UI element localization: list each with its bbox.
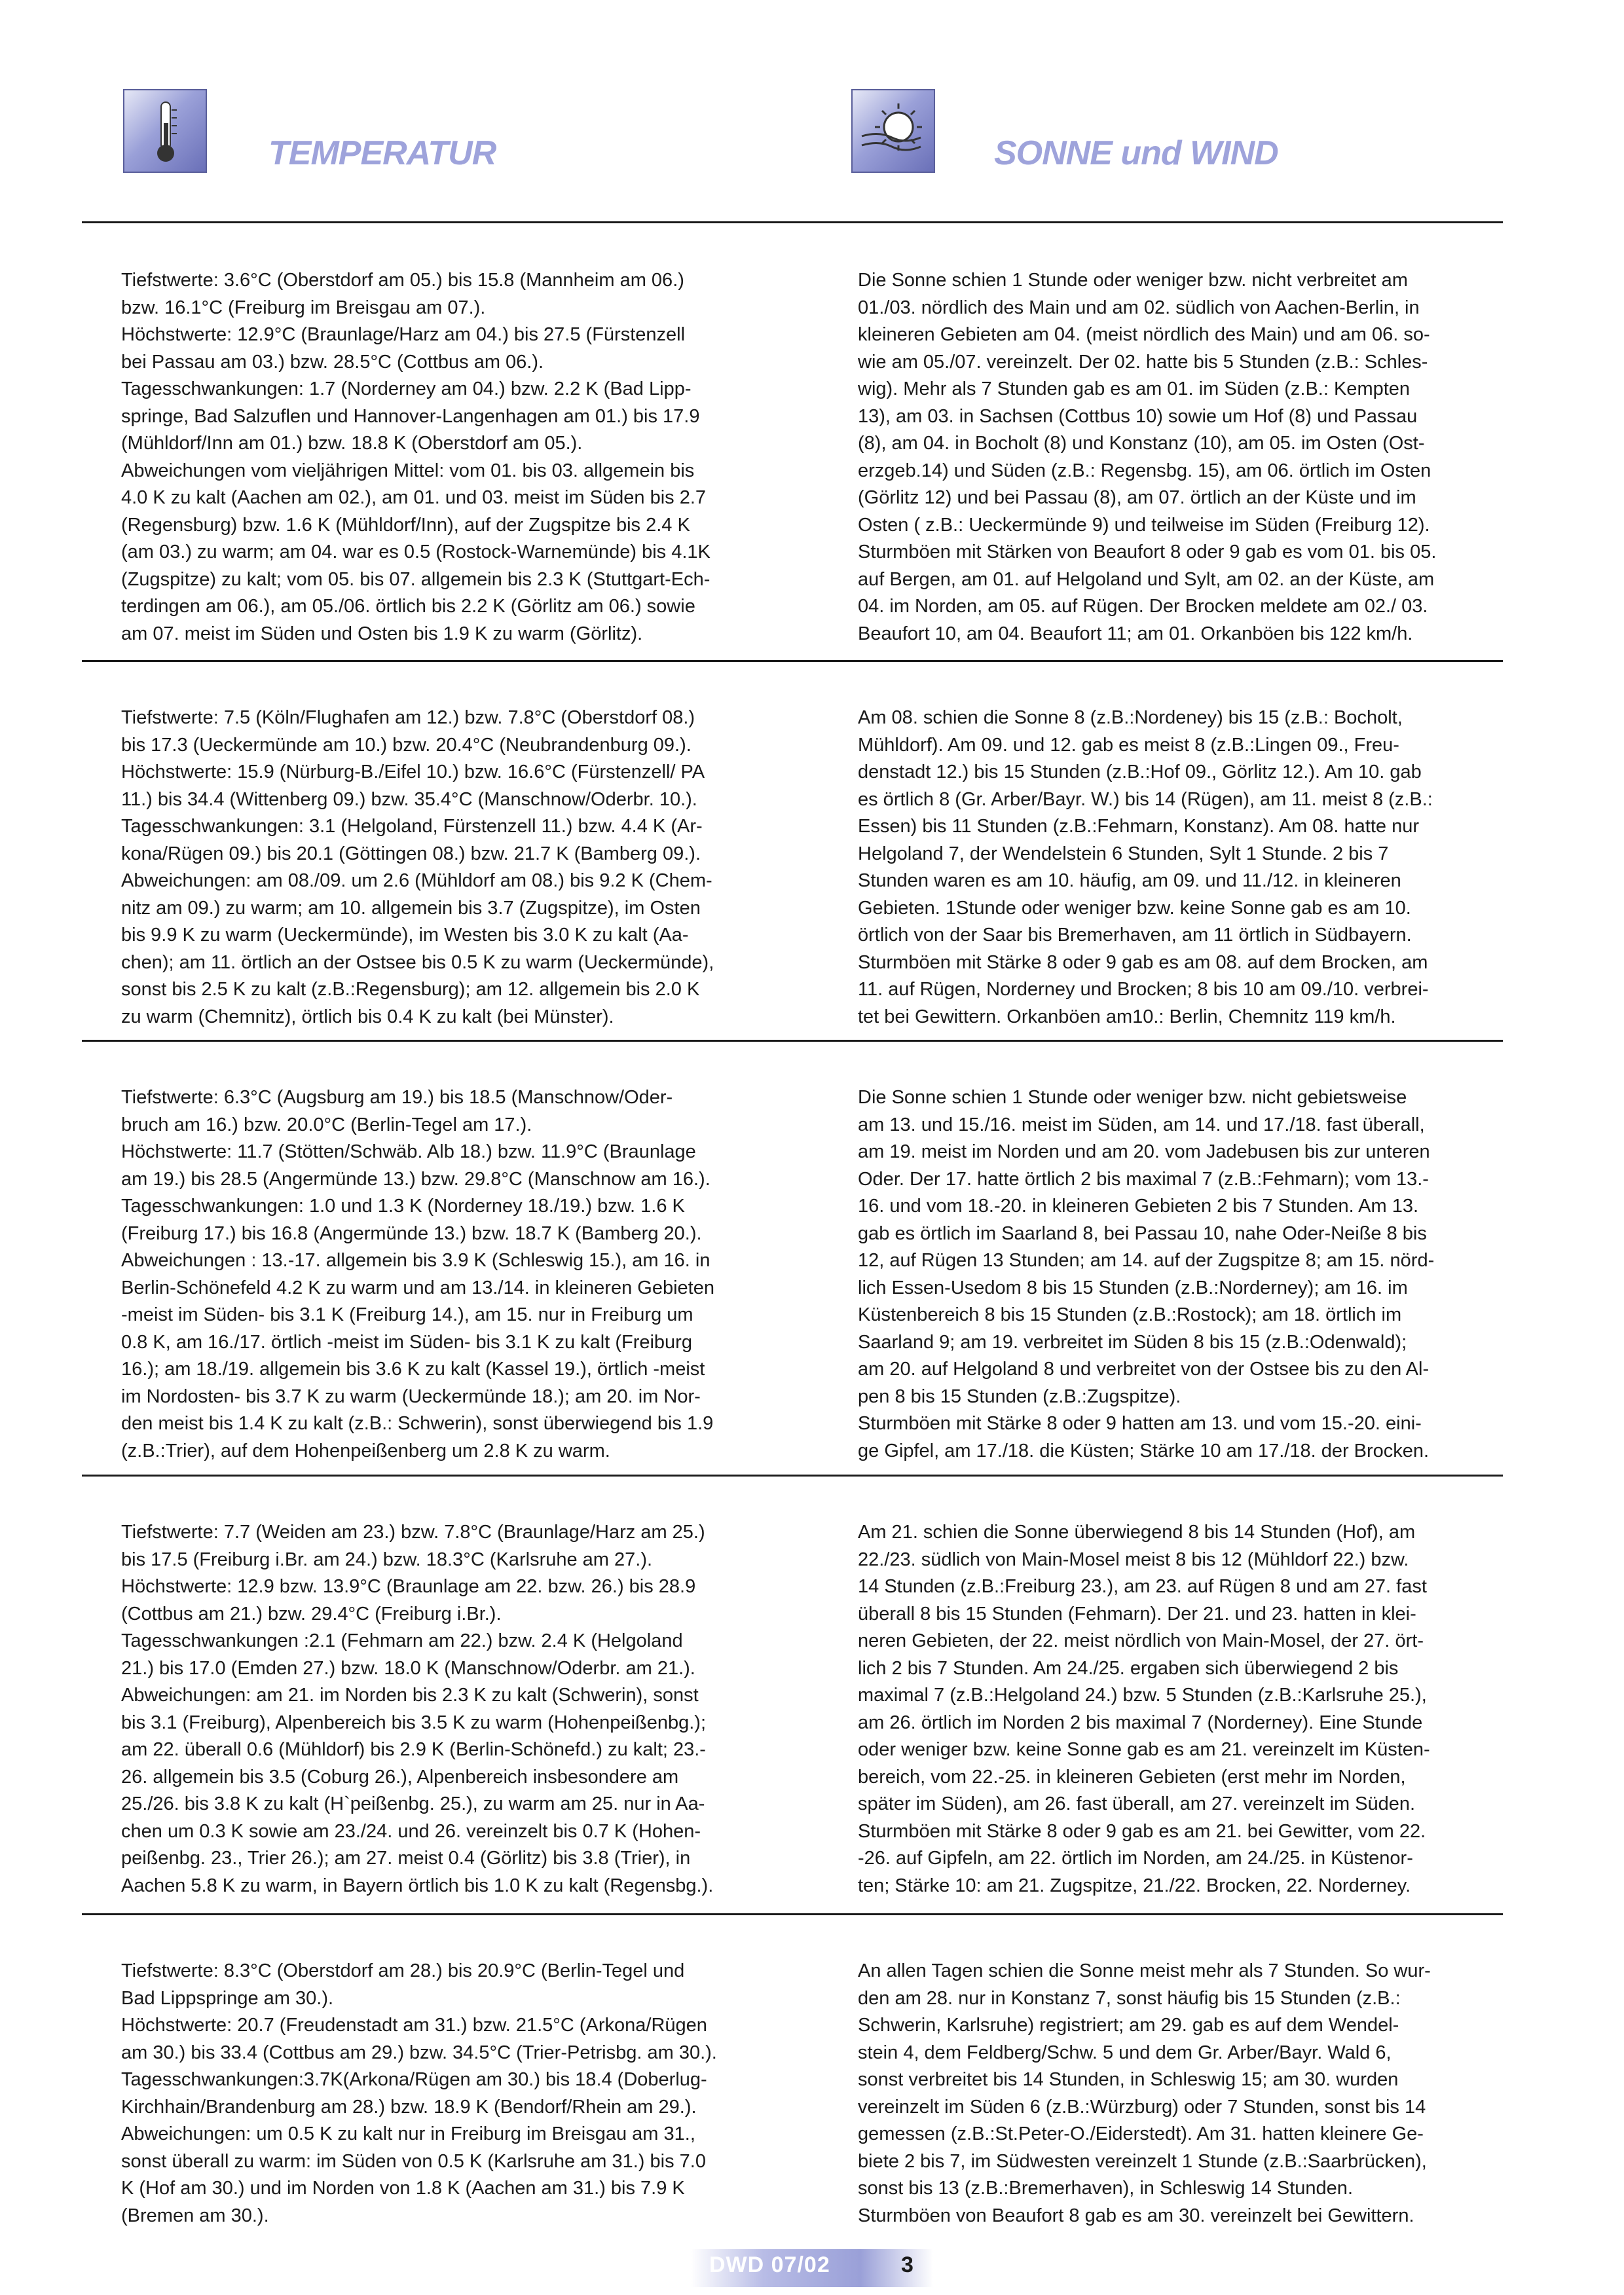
sonne-wind-text-4: Am 21. schien die Sonne überwiegend 8 bis 14 Stunden (Hof), am 22./23. südlich von Main-Mosel meist 8 bis 12 (Mühldorf 22.) bzw. 14 Stunden (z.B.:Freiburg 23.), am 23. auf Rügen 8 und am 27. fast überall 8 bis 15 Stunden (Fehmarn). Der 21. und 23. hatten in klei- neren Gebieten, der 22. meist nördlich von Main-Mosel, der 27. ört- lich 2 bis 7 Stunden. Am 24./25. ergaben sich überwiegend 2 bis maximal 7 (z.B.:Helgoland 24.) bzw. 5 Stunden (z.B.:Karlsruhe 25.), am 26. örtlich im Norden 2 bis maximal 7 (Norderney). Eine Stunde oder weniger bzw. keine Sonne gab es am 21. vereinzelt im Küsten- bereich, vom 22.-25. in kleineren Gebieten (erst mehr im Norden, später im Süden), am 26. fast überall, am 27. vereinzelt im Süden. Sturmböen mit Stärke 8 oder 9 gab es am 21. bei Gewitter, vom 22. -26. auf Gipfeln, am 22. örtlich im Norden, am 24./25. in Küstenor- ten; Stärke 10: am 21. Zugspitze, 21./22. Brocken, 22. Norderney. bbox=[858, 1522, 1430, 1896]
divider bbox=[82, 221, 1503, 223]
page-number: 3 bbox=[901, 2252, 913, 2277]
temperatur-title: TEMPERATUR bbox=[268, 134, 496, 172]
page-header bbox=[0, 77, 1624, 182]
sonne-wind-title: SONNE und WIND bbox=[994, 134, 1278, 172]
sonne-wind-text-1: Die Sonne schien 1 Stunde oder weniger bzw. nicht verbreitet am 01./03. nördlich des Main und am 02. südlich von Aachen-Berlin, in kleineren Gebieten am 04. (meist nördlich des Main) und am 06. so- wie am 05./07. vereinzelt. Der 02. hatte bis 5 Stunden (z.B.: Schles- wig). Mehr als 7 Stunden gab es am 01. im Süden (z.B.: Kempten 13), am 03. in Sachsen (Cottbus 10) sowie um Hof (8) und Passau (8), am 04. in Bocholt (8) und Konstanz (10), am 05. im Osten (Ost- erzgeb.14) und Süden (z.B.: Regensbg. 15), am 06. örtlich im Osten (Görlitz 12) und bei Passau (8), am 07. örtlich an der Küste und im Osten ( z.B.: Ueckermünde 9) und teilweise im Süden (Freiburg 12). Sturmböen mit Stärken von Beaufort 8 oder 9 gab es vom 01. bis 05. auf Bergen, am 01. auf Helgoland und Sylt, am 02. an der Küste, am 04. im Norden, am 05. auf Rügen. Der Brocken meldete am 02./ 03. Beaufort 10, am 04. Beaufort 11; am 01. Orkanböen bis 122 km/h. bbox=[858, 270, 1437, 644]
divider bbox=[82, 1040, 1503, 1042]
divider bbox=[82, 660, 1503, 662]
temperatur-text-5: Tiefstwerte: 8.3°C (Oberstdorf am 28.) bis 20.9°C (Berlin-Tegel und Bad Lippspringe am 30.). Höchstwerte: 20.7 (Freudenstadt am 31.) bzw. 21.5°C (Arkona/Rügen am 30.) bis 33.4 (Cottbus am 29.) bzw. 34.5°C (Trier-Petrisbg. am 30.). Tagesschwankungen:3.7K(Arkona/Rügen am 30.) bis 18.4 (Doberlug- Kirchhain/Brandenburg am 28.) bzw. 18.9 K (Bendorf/Rhein am 29.). Abweichungen: um 0.5 K zu kalt nur in Freiburg im Breisgau am 31., sonst überall zu warm: im Süden von 0.5 K (Karlsruhe am 31.) bis 7.0 K (Hof am 30.) und im Norden von 1.8 K (Aachen am 31.) bis 7.9 K (Bremen am 30.). bbox=[121, 1960, 717, 2226]
sonne-wind-text-2: Am 08. schien die Sonne 8 (z.B.:Nordeney) bis 15 (z.B.: Bocholt, Mühldorf). Am 09. und 12. gab es meist 8 (z.B.:Lingen 09., Freu- denstadt 12.) bis 15 Stunden (z.B.:Hof 09., Görlitz 12.). Am 10. gab es örtlich 8 (Gr. Arber/Bayr. W.) bis 14 (Rügen), am 11. meist 8 (z.B.: Essen) bis 11 Stunden (z.B.:Fehmarn, Konstanz). Am 08. hatte nur Helgoland 7, der Wendelstein 6 Stunden, Sylt 1 Stunde. 2 bis 7 Stunden waren es am 10. häufig, am 09. und 11./12. in kleineren Gebieten. 1Stunde oder weniger bzw. keine Sonne gab es am 10. örtlich von der Saar bis Bremerhaven, am 11 örtlich in Südbayern. Sturmböen mit Stärke 8 oder 9 gab es am 08. auf dem Brocken, am 11. auf Rügen, Norderney und Brocken; 8 bis 10 am 09./10. verbrei- tet bei Gewittern. Orkanböen am10.: Berlin, Chemnitz 119 km/h. bbox=[858, 707, 1433, 1027]
sun-wind-icon bbox=[851, 89, 935, 173]
temperatur-text-3: Tiefstwerte: 6.3°C (Augsburg am 19.) bis 18.5 (Manschnow/Oder- bruch am 16.) bzw. 20.0°C (Berlin-Tegel am 17.). Höchstwerte: 11.7 (Stötten/Schwäb. Alb 18.) bzw. 11.9°C (Braunlage am 19.) bis 28.5 (Angermünde 13.) bzw. 29.8°C (Manschnow am 16.). Tagesschwankungen: 1.0 und 1.3 K (Norderney 18./19.) bzw. 1.6 K (Freiburg 17.) bis 16.8 (Angermünde 13.) bzw. 18.7 K (Bamberg 20.). Abweichungen : 13.-17. allgemein bis 3.9 K (Schleswig 15.), am 16. in Berlin-Schönefeld 4.2 K zu warm und am 13./14. in kleineren Gebieten -meist im Süden- bis 3.1 K (Freiburg 14.), am 15. nur in Freiburg um 0.8 K, am 16./17. örtlich -meist im Süden- bis 3.1 K zu kalt (Freiburg 16.); am 18./19. allgemein bis 3.6 K zu kalt (Kassel 19.), örtlich -meist im Nordosten- bis 3.7 K zu warm (Ueckermünde 18.); am 20. im Nor- den meist bis 1.4 K zu kalt (z.B.: Schwerin), sonst überwiegend bis 1.9 (z.B.:Trier), auf dem Hohenpeißenberg um 2.8 K zu warm. bbox=[121, 1087, 714, 1461]
temperatur-text-2: Tiefstwerte: 7.5 (Köln/Flughafen am 12.) bzw. 7.8°C (Oberstdorf 08.) bis 17.3 (Ueckermünde am 10.) bzw. 20.4°C (Neubrandenburg 09.). Höchstwerte: 15.9 (Nürburg-B./Eifel 10.) bzw. 16.6°C (Fürstenzell/ PA 11.) bis 34.4 (Wittenberg 09.) bzw. 35.4°C (Manschnow/Oderbr. 10.). Tagesschwankungen: 3.1 (Helgoland, Fürstenzell 11.) bzw. 4.4 K (Ar- kona/Rügen 09.) bis 20.1 (Göttingen 08.) bzw. 21.7 K (Bamberg 09.). Abweichungen: am 08./09. um 2.6 (Mühldorf am 08.) bis 9.2 K (Chem- nitz am 09.) zu warm; am 10. allgemein bis 3.7 (Zugspitze), im Osten bis 9.9 K zu warm (Ueckermünde), im Westen bis 3.0 K zu kalt (Aa- chen); am 11. örtlich an der Ostsee bis 0.5 K zu warm (Ueckermünde), sonst bis 2.5 K zu kalt (z.B.:Regensburg); am 12. allgemein bis 2.0 K zu warm (Chemnitz), örtlich bis 0.4 K zu kalt (bei Münster). bbox=[121, 707, 714, 1027]
sonne-wind-text-5: An allen Tagen schien die Sonne meist mehr als 7 Stunden. So wur- den am 28. nur in Konstanz 7, sonst häufig bis 15 Stunden (z.B.: Schwerin, Karlsruhe) registriert; am 29. gab es auf dem Wendel- stein 4, dem Feldberg/Schw. 5 und dem Gr. Arber/Bayr. Wald 6, sonst verbreitet bis 14 Stunden, in Schleswig 15; am 30. wurden vereinzelt im Süden 6 (z.B.:Würzburg) oder 7 Stunden, sonst bis 14 gemessen (z.B.:St.Peter-O./Eiderstedt). Am 31. hatten kleinere Ge- biete 2 bis 7, im Südwesten vereinzelt 1 Stunde (z.B.:Saarbrücken), sonst bis 13 (z.B.:Bremerhaven), in Schleswig 14 Stunden. Sturmböen von Beaufort 8 gab es am 30. vereinzelt bei Gewittern. bbox=[858, 1960, 1431, 2226]
sonne-wind-text-3: Die Sonne schien 1 Stunde oder weniger bzw. nicht gebietsweise am 13. und 15./16. meist im Süden, am 14. und 17./18. fast überall, am 19. meist im Norden und am 20. vom Jadebusen bis zur unteren Oder. Der 17. hatte örtlich 2 bis maximal 7 (z.B.:Fehmarn); vom 13.- 16. und vom 18.-20. in kleineren Gebieten 2 bis 7 Stunden. Am 13. gab es örtlich im Saarland 8, bei Passau 10, nahe Oder-Neiße 8 bis 12, auf Rügen 13 Stunden; am 14. auf der Zugspitze 8; am 15. nörd- lich Essen-Usedom 8 bis 15 Stunden (z.B.:Norderney); am 16. im Küstenbereich 8 bis 15 Stunden (z.B.:Rostock); am 18. örtlich im Saarland 9; am 19. verbreitet im Süden 8 bis 15 (z.B.:Odenwald); am 20. auf Helgoland 8 und verbreitet von der Ostsee bis zu den Al- pen 8 bis 15 Stunden (z.B.:Zugspitze). Sturmböen mit Stärke 8 oder 9 hatten am 13. und vom 15.-20. eini- ge Gipfel, am 17./18. die Küsten; Stärke 10 am 17./18. der Brocken. bbox=[858, 1087, 1435, 1461]
footer-label: DWD 07/02 bbox=[709, 2252, 830, 2277]
thermometer-icon bbox=[123, 89, 207, 173]
divider bbox=[82, 1475, 1503, 1477]
temperatur-text-1: Tiefstwerte: 3.6°C (Oberstdorf am 05.) bis 15.8 (Mannheim am 06.) bzw. 16.1°C (Freiburg im Breisgau am 07.). Höchstwerte: 12.9°C (Braunlage/Harz am 04.) bis 27.5 (Fürstenzell bei Passau am 03.) bzw. 28.5°C (Cottbus am 06.). Tagesschwankungen: 1.7 (Norderney am 04.) bzw. 2.2 K (Bad Lipp- springe, Bad Salzuflen und Hannover-Langenhagen am 01.) bis 17.9 (Mühldorf/Inn am 01.) bzw. 18.8 K (Oberstdorf am 05.). Abweichungen vom vieljährigen Mittel: vom 01. bis 03. allgemein bis 4.0 K zu kalt (Aachen am 02.), am 01. und 03. meist im Süden bis 2.7 (Regensburg) bzw. 1.6 K (Mühldorf/Inn), auf der Zugspitze bis 2.4 K (am 03.) zu warm; am 04. war es 0.5 (Rostock-Warnemünde) bis 4.1K (Zugspitze) zu kalt; vom 05. bis 07. allgemein bis 2.3 K (Stuttgart-Ech- terdingen am 06.), am 05./06. örtlich bis 2.2 K (Görlitz am 06.) sowie am 07. meist im Süden und Osten bis 1.9 K zu warm (Görlitz). bbox=[121, 270, 710, 644]
divider bbox=[82, 1913, 1503, 1915]
temperatur-text-4: Tiefstwerte: 7.7 (Weiden am 23.) bzw. 7.8°C (Braunlage/Harz am 25.) bis 17.5 (Freiburg i.Br. am 24.) bzw. 18.3°C (Karlsruhe am 27.). Höchstwerte: 12.9 bzw. 13.9°C (Braunlage am 22. bzw. 26.) bis 28.9 (Cottbus am 21.) bzw. 29.4°C (Freiburg i.Br.). Tagesschwankungen :2.1 (Fehmarn am 22.) bzw. 2.4 K (Helgoland 21.) bis 17.0 (Emden 27.) bzw. 18.0 K (Manschnow/Oderbr. am 21.). Abweichungen: am 21. im Norden bis 2.3 K zu kalt (Schwerin), sonst bis 3.1 (Freiburg), Alpenbereich bis 3.5 K zu warm (Hohenpeißenbg.); am 22. überall 0.6 (Mühldorf) bis 2.9 K (Berlin-Schönefd.) zu kalt; 23.- 26. allgemein bis 3.5 (Coburg 26.), Alpenbereich insbesondere am 25./26. bis 3.8 K zu kalt (H`peißenbg. 25.), zu warm am 25. nur in Aa- chen um 0.3 K sowie am 23./24. und 26. vereinzelt bis 0.7 K (Hohen- peißenbg. 23., Trier 26.); am 27. meist 0.4 (Görlitz) bis 3.8 (Trier), in Aachen 5.8 K zu warm, in Bayern örtlich bis 1.0 K zu kalt (Regensbg.). bbox=[121, 1522, 714, 1896]
